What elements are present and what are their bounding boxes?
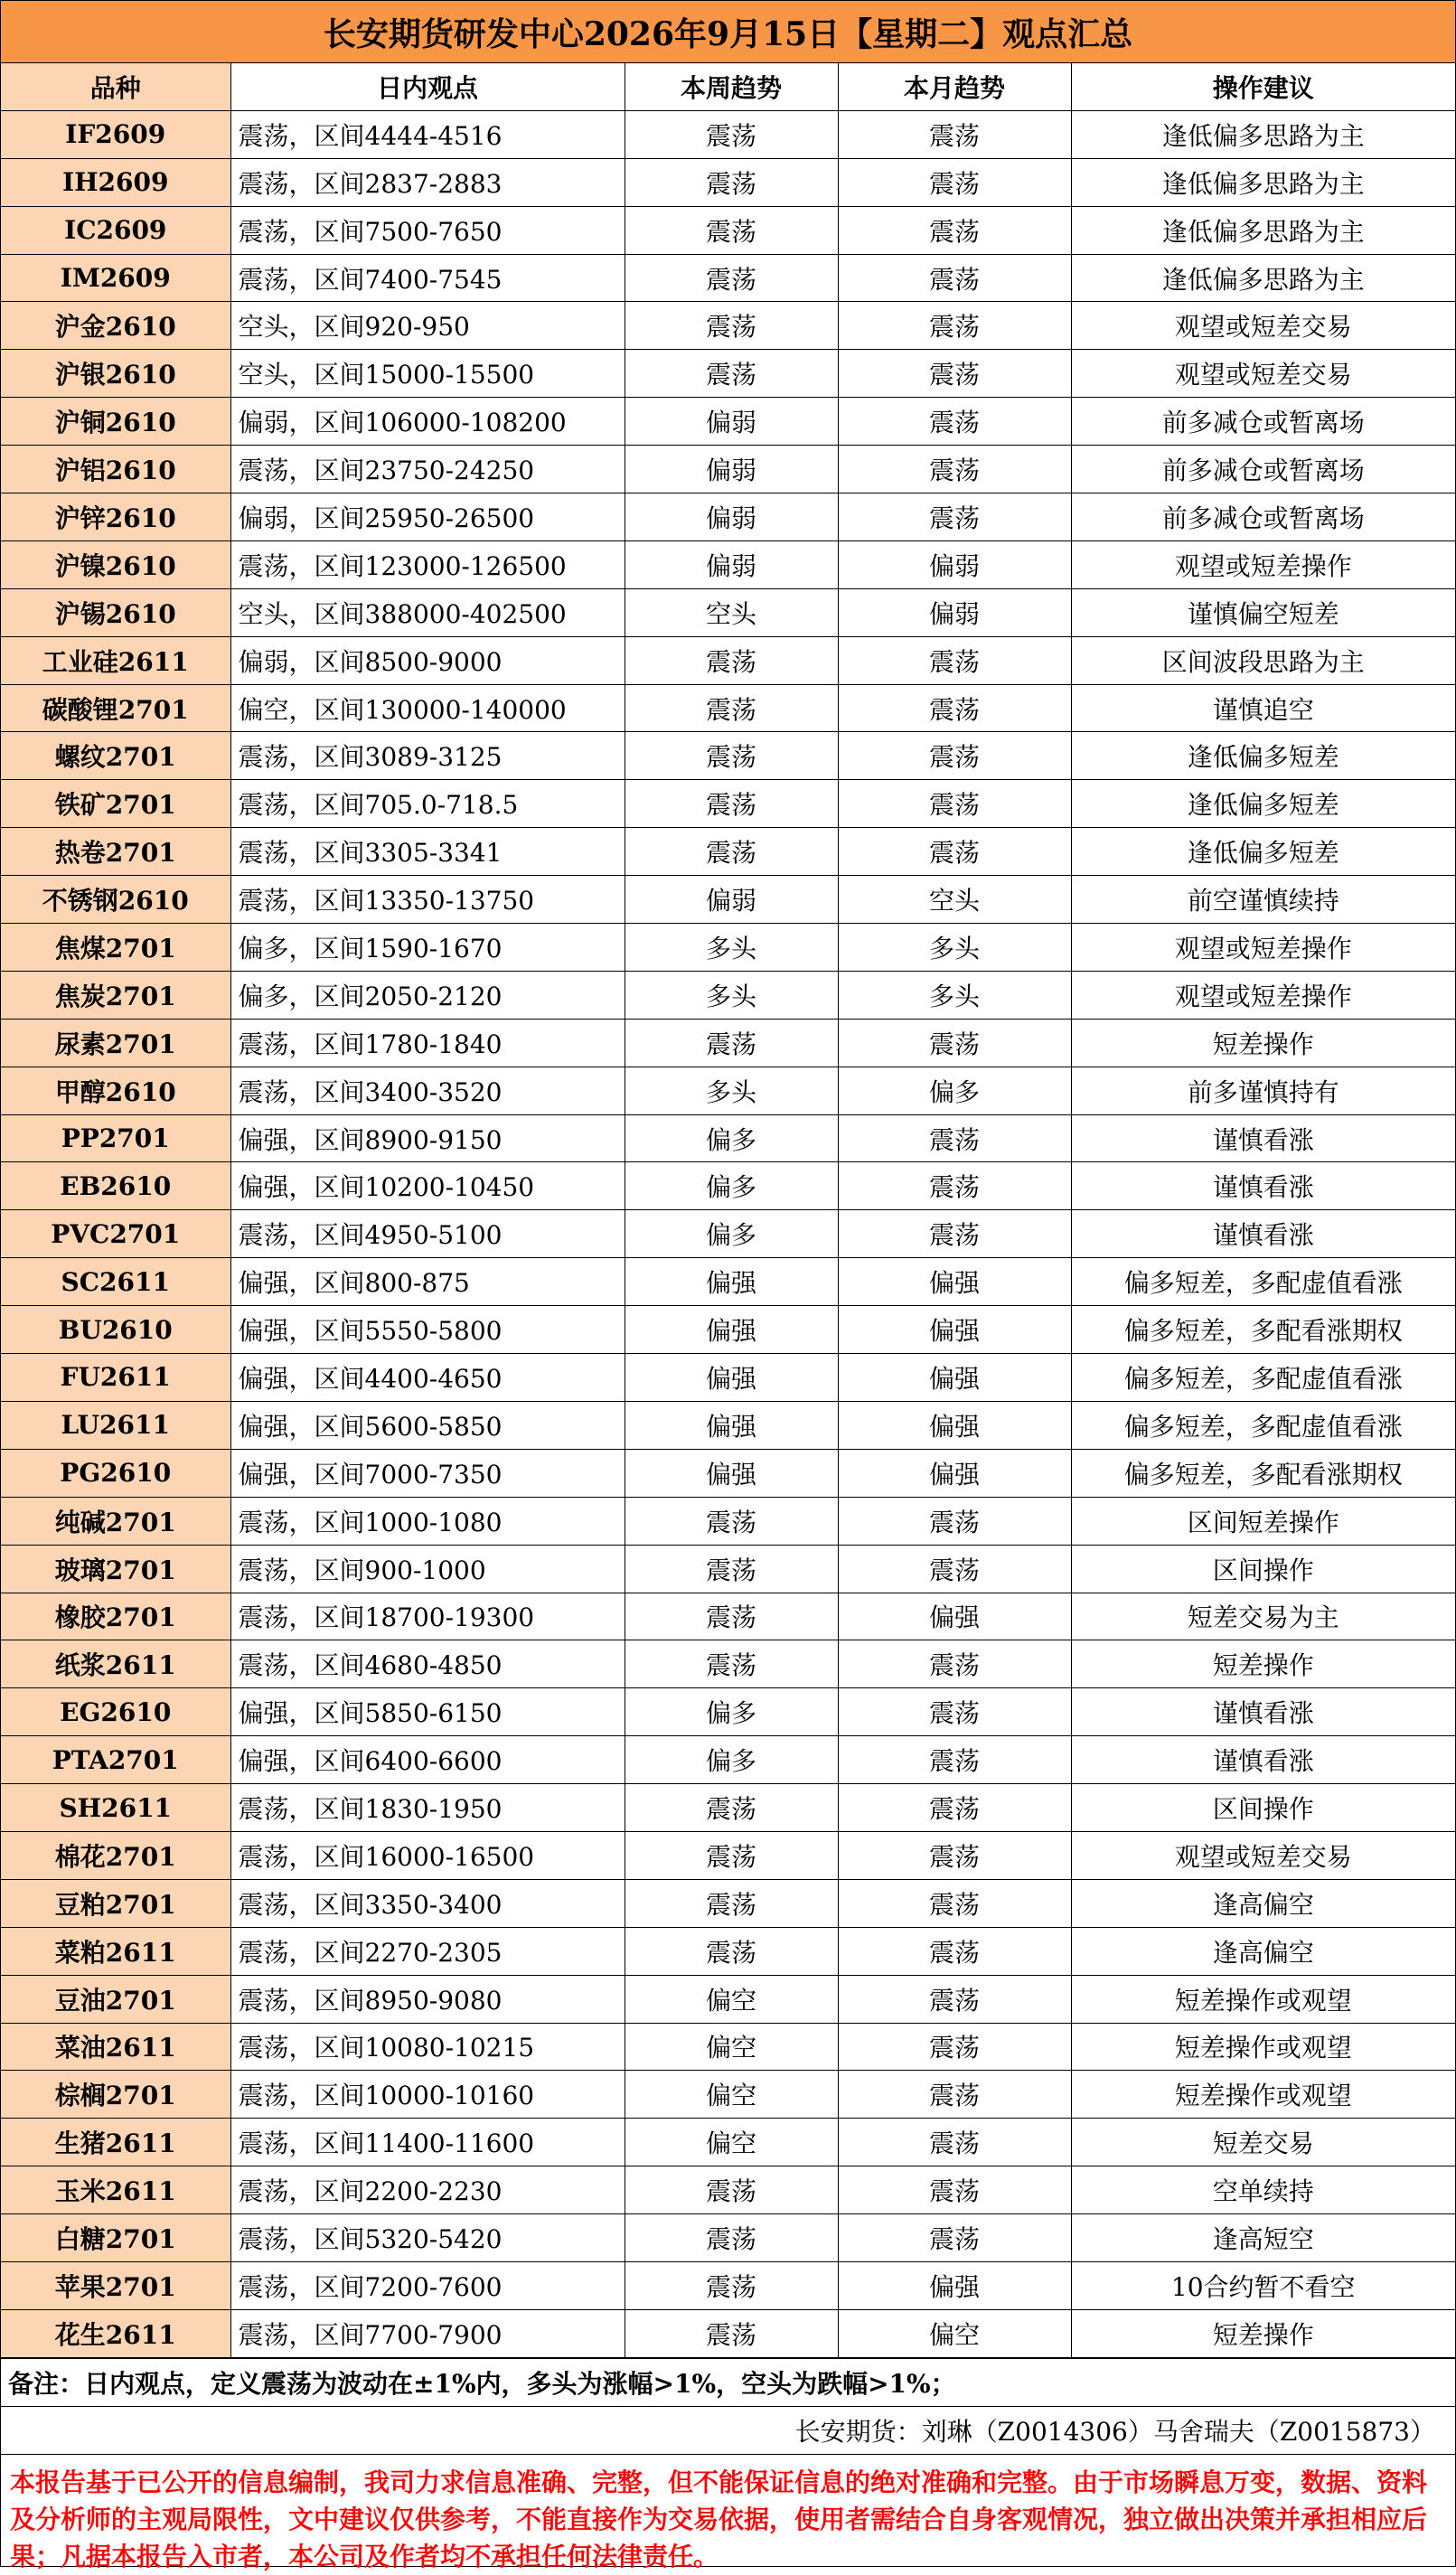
suggestion-cell: 前多减仓或暂离场 (1071, 493, 1455, 541)
monthly-trend-cell: 偏强 (838, 1593, 1071, 1640)
weekly-trend-cell: 震荡 (625, 1545, 838, 1593)
intraday-view-cell: 震荡，区间4444-4516 (230, 110, 625, 158)
monthly-trend-cell: 震荡 (838, 110, 1071, 158)
header-intraday-view: 日内观点 (230, 63, 625, 110)
suggestion-cell: 短差操作或观望 (1071, 2071, 1455, 2119)
variety-cell: 豆油2701 (1, 1975, 230, 2023)
table-row (1, 1975, 1455, 2023)
variety-cell: 焦煤2701 (1, 924, 230, 972)
monthly-trend-cell: 震荡 (838, 158, 1071, 206)
variety-cell: 棉花2701 (1, 1831, 230, 1879)
weekly-trend-cell: 震荡 (625, 2261, 838, 2309)
weekly-trend-cell: 偏空 (625, 2071, 838, 2119)
intraday-view-cell: 偏强，区间7000-7350 (230, 1449, 625, 1497)
suggestion-cell: 谨慎看涨 (1071, 1688, 1455, 1736)
intraday-view-cell: 震荡，区间900-1000 (230, 1545, 625, 1593)
weekly-trend-cell: 偏空 (625, 1975, 838, 2023)
monthly-trend-cell: 震荡 (838, 2119, 1071, 2166)
suggestion-cell: 前多减仓或暂离场 (1071, 446, 1455, 493)
monthly-trend-cell: 震荡 (838, 2071, 1071, 2119)
suggestion-cell: 偏多短差，多配看涨期权 (1071, 1449, 1455, 1497)
suggestion-cell: 10合约暂不看空 (1071, 2261, 1455, 2309)
suggestion-cell: 偏多短差，多配虚值看涨 (1071, 1401, 1455, 1449)
monthly-trend-cell: 偏强 (838, 1401, 1071, 1449)
monthly-trend-cell: 震荡 (838, 2023, 1071, 2071)
suggestion-cell: 逢高短空 (1071, 2214, 1455, 2262)
weekly-trend-cell: 震荡 (625, 254, 838, 302)
intraday-view-cell: 偏弱，区间25950-26500 (230, 493, 625, 541)
table-row (1, 1019, 1455, 1067)
intraday-view-cell: 震荡，区间23750-24250 (230, 446, 625, 493)
suggestion-cell: 区间操作 (1071, 1784, 1455, 1832)
intraday-view-cell: 偏强，区间5600-5850 (230, 1401, 625, 1449)
views-table (1, 63, 1455, 2358)
table-row (1, 971, 1455, 1019)
suggestion-cell: 观望或短差操作 (1071, 540, 1455, 588)
header-monthly-trend: 本月趋势 (838, 63, 1071, 110)
suggestion-cell: 偏多短差，多配虚值看涨 (1071, 1354, 1455, 1402)
suggestion-cell: 短差操作 (1071, 1640, 1455, 1688)
table-row (1, 780, 1455, 828)
intraday-view-cell: 偏强，区间800-875 (230, 1258, 625, 1306)
weekly-trend-cell: 震荡 (625, 2166, 838, 2214)
suggestion-cell: 短差交易为主 (1071, 1593, 1455, 1640)
variety-cell: 沪银2610 (1, 350, 230, 398)
variety-cell: 玻璃2701 (1, 1545, 230, 1593)
suggestion-cell: 前空谨慎续持 (1071, 876, 1455, 924)
weekly-trend-cell: 偏强 (625, 1354, 838, 1402)
intraday-view-cell: 偏多，区间2050-2120 (230, 971, 625, 1019)
intraday-view-cell: 震荡，区间1780-1840 (230, 1019, 625, 1067)
table-row (1, 1306, 1455, 1354)
table-row (1, 2023, 1455, 2071)
table-row (1, 493, 1455, 541)
variety-cell: 菜粕2611 (1, 1927, 230, 1975)
weekly-trend-cell: 震荡 (625, 1784, 838, 1832)
suggestion-cell: 谨慎看涨 (1071, 1210, 1455, 1258)
weekly-trend-cell: 偏弱 (625, 876, 838, 924)
intraday-view-cell: 偏多，区间1590-1670 (230, 924, 625, 972)
table-row (1, 206, 1455, 254)
suggestion-cell: 谨慎偏空短差 (1071, 588, 1455, 636)
suggestion-cell: 谨慎看涨 (1071, 1162, 1455, 1210)
table-row (1, 254, 1455, 302)
intraday-view-cell: 偏强，区间4400-4650 (230, 1354, 625, 1402)
table-row (1, 1640, 1455, 1688)
intraday-view-cell: 震荡，区间4950-5100 (230, 1210, 625, 1258)
monthly-trend-cell: 震荡 (838, 493, 1071, 541)
weekly-trend-cell: 震荡 (625, 1019, 838, 1067)
table-row (1, 1736, 1455, 1784)
variety-cell: 碳酸锂2701 (1, 684, 230, 732)
suggestion-cell: 前多谨慎持有 (1071, 1067, 1455, 1114)
variety-cell: LU2611 (1, 1401, 230, 1449)
monthly-trend-cell: 震荡 (838, 1784, 1071, 1832)
variety-cell: BU2610 (1, 1306, 230, 1354)
table-row (1, 1545, 1455, 1593)
monthly-trend-cell: 震荡 (838, 1688, 1071, 1736)
intraday-view-cell: 偏强，区间8900-9150 (230, 1114, 625, 1162)
table-row (1, 1784, 1455, 1832)
header-suggestion: 操作建议 (1071, 63, 1455, 110)
table-row (1, 1354, 1455, 1402)
table-row (1, 1831, 1455, 1879)
table-row (1, 1927, 1455, 1975)
variety-cell: 白糖2701 (1, 2214, 230, 2262)
suggestion-cell: 逢低偏多短差 (1071, 732, 1455, 780)
intraday-view-cell: 震荡，区间11400-11600 (230, 2119, 625, 2166)
table-row (1, 158, 1455, 206)
table-row (1, 446, 1455, 493)
intraday-view-cell: 震荡，区间18700-19300 (230, 1593, 625, 1640)
table-row (1, 1879, 1455, 1927)
intraday-view-cell: 偏强，区间10200-10450 (230, 1162, 625, 1210)
monthly-trend-cell: 震荡 (838, 2214, 1071, 2262)
suggestion-cell: 短差操作 (1071, 2309, 1455, 2357)
variety-cell: 生猪2611 (1, 2119, 230, 2166)
table-row (1, 1114, 1455, 1162)
variety-cell: IF2609 (1, 110, 230, 158)
intraday-view-cell: 震荡，区间8950-9080 (230, 1975, 625, 2023)
variety-cell: 豆粕2701 (1, 1879, 230, 1927)
weekly-trend-cell: 震荡 (625, 1927, 838, 1975)
monthly-trend-cell: 震荡 (838, 254, 1071, 302)
suggestion-cell: 观望或短差交易 (1071, 1831, 1455, 1879)
suggestion-cell: 逢低偏多短差 (1071, 780, 1455, 828)
variety-cell: 苹果2701 (1, 2261, 230, 2309)
intraday-view-cell: 偏弱，区间106000-108200 (230, 398, 625, 446)
variety-cell: 花生2611 (1, 2309, 230, 2357)
monthly-trend-cell: 震荡 (838, 1879, 1071, 1927)
weekly-trend-cell: 偏弱 (625, 540, 838, 588)
variety-cell: IM2609 (1, 254, 230, 302)
monthly-trend-cell: 震荡 (838, 732, 1071, 780)
weekly-trend-cell: 偏弱 (625, 493, 838, 541)
intraday-view-cell: 偏强，区间5550-5800 (230, 1306, 625, 1354)
weekly-trend-cell: 震荡 (625, 636, 838, 684)
note: 备注：日内观点，定义震荡为波动在±1%内，多头为涨幅>1%，空头为跌幅>1%； (1, 2358, 1455, 2406)
variety-cell: 焦炭2701 (1, 971, 230, 1019)
weekly-trend-cell: 震荡 (625, 684, 838, 732)
weekly-trend-cell: 震荡 (625, 206, 838, 254)
table-row (1, 2119, 1455, 2166)
suggestion-cell: 逢高偏空 (1071, 1879, 1455, 1927)
table-row (1, 1258, 1455, 1306)
monthly-trend-cell: 震荡 (838, 1640, 1071, 1688)
variety-cell: 纯碱2701 (1, 1497, 230, 1545)
weekly-trend-cell: 偏空 (625, 2023, 838, 2071)
weekly-trend-cell: 多头 (625, 1067, 838, 1114)
weekly-trend-cell: 震荡 (625, 2214, 838, 2262)
table-row (1, 2071, 1455, 2119)
variety-cell: 沪铝2610 (1, 446, 230, 493)
monthly-trend-cell: 偏强 (838, 2261, 1071, 2309)
weekly-trend-cell: 震荡 (625, 1879, 838, 1927)
suggestion-cell: 观望或短差操作 (1071, 971, 1455, 1019)
intraday-view-cell: 震荡，区间2837-2883 (230, 158, 625, 206)
monthly-trend-cell: 偏强 (838, 1258, 1071, 1306)
weekly-trend-cell: 偏多 (625, 1114, 838, 1162)
monthly-trend-cell: 震荡 (838, 684, 1071, 732)
monthly-trend-cell: 偏弱 (838, 588, 1071, 636)
table-row (1, 1688, 1455, 1736)
weekly-trend-cell: 震荡 (625, 1593, 838, 1640)
weekly-trend-cell: 偏强 (625, 1258, 838, 1306)
weekly-trend-cell: 震荡 (625, 302, 838, 350)
intraday-view-cell: 震荡，区间7500-7650 (230, 206, 625, 254)
table-row (1, 924, 1455, 972)
header-weekly-trend: 本周趋势 (625, 63, 838, 110)
monthly-trend-cell: 偏弱 (838, 540, 1071, 588)
weekly-trend-cell: 偏多 (625, 1736, 838, 1784)
intraday-view-cell: 震荡，区间3350-3400 (230, 1879, 625, 1927)
variety-cell: 沪锌2610 (1, 493, 230, 541)
variety-cell: SC2611 (1, 1258, 230, 1306)
table-row (1, 2214, 1455, 2262)
monthly-trend-cell: 偏强 (838, 1354, 1071, 1402)
header-variety: 品种 (1, 63, 230, 110)
table-row (1, 2166, 1455, 2214)
monthly-trend-cell: 震荡 (838, 1545, 1071, 1593)
weekly-trend-cell: 偏多 (625, 1162, 838, 1210)
variety-cell: EB2610 (1, 1162, 230, 1210)
weekly-trend-cell: 偏多 (625, 1688, 838, 1736)
suggestion-cell: 短差操作或观望 (1071, 1975, 1455, 2023)
suggestion-cell: 谨慎追空 (1071, 684, 1455, 732)
monthly-trend-cell: 震荡 (838, 780, 1071, 828)
monthly-trend-cell: 震荡 (838, 1162, 1071, 1210)
suggestion-cell: 短差操作 (1071, 1019, 1455, 1067)
monthly-trend-cell: 震荡 (838, 350, 1071, 398)
header-row (1, 63, 1455, 110)
monthly-trend-cell: 震荡 (838, 446, 1071, 493)
monthly-trend-cell: 震荡 (838, 302, 1071, 350)
weekly-trend-cell: 震荡 (625, 1640, 838, 1688)
monthly-trend-cell: 震荡 (838, 636, 1071, 684)
variety-cell: 沪锡2610 (1, 588, 230, 636)
authors: 长安期货：刘琳（Z0014306）马舍瑞夫（Z0015873） (1, 2406, 1455, 2454)
variety-cell: 沪金2610 (1, 302, 230, 350)
suggestion-cell: 逢低偏多思路为主 (1071, 254, 1455, 302)
intraday-view-cell: 震荡，区间3400-3520 (230, 1067, 625, 1114)
variety-cell: EG2610 (1, 1688, 230, 1736)
weekly-trend-cell: 偏多 (625, 1210, 838, 1258)
intraday-view-cell: 震荡，区间2200-2230 (230, 2166, 625, 2214)
intraday-view-cell: 震荡，区间7700-7900 (230, 2309, 625, 2357)
intraday-view-cell: 震荡，区间3089-3125 (230, 732, 625, 780)
variety-cell: 沪铜2610 (1, 398, 230, 446)
suggestion-cell: 逢低偏多思路为主 (1071, 110, 1455, 158)
table-row (1, 876, 1455, 924)
table-row (1, 732, 1455, 780)
table-row (1, 1162, 1455, 1210)
monthly-trend-cell: 偏空 (838, 2309, 1071, 2357)
variety-cell: 尿素2701 (1, 1019, 230, 1067)
suggestion-cell: 逢低偏多短差 (1071, 828, 1455, 876)
disclaimer: 本报告基于已公开的信息编制，我司力求信息准确、完整，但不能保证信息的绝对准确和完整。由于市场瞬息万变，数据、资料及分析师的主观局限性，文中建议仅供参考，不能直接作为交易依据，使用者需结合自身客观情况，独立做出决策并承担相应后果；凡据本报告入市者，本公司及作者均不承担任何法律责任。 (1, 2454, 1455, 2566)
report-title: 长安期货研发中心2026年9月15日【星期二】观点汇总 (1, 1, 1455, 63)
table-row (1, 684, 1455, 732)
monthly-trend-cell: 震荡 (838, 1210, 1071, 1258)
table-row (1, 1067, 1455, 1114)
intraday-view-cell: 偏空，区间130000-140000 (230, 684, 625, 732)
table-row (1, 540, 1455, 588)
variety-cell: 热卷2701 (1, 828, 230, 876)
table-row (1, 2261, 1455, 2309)
intraday-view-cell: 偏弱，区间8500-9000 (230, 636, 625, 684)
table-row (1, 398, 1455, 446)
table-row (1, 1449, 1455, 1497)
intraday-view-cell: 震荡，区间10000-10160 (230, 2071, 625, 2119)
intraday-view-cell: 震荡，区间10080-10215 (230, 2023, 625, 2071)
table-body (1, 110, 1455, 2357)
table-row (1, 302, 1455, 350)
intraday-view-cell: 震荡，区间705.0-718.5 (230, 780, 625, 828)
variety-cell: 橡胶2701 (1, 1593, 230, 1640)
variety-cell: PP2701 (1, 1114, 230, 1162)
table-row (1, 828, 1455, 876)
variety-cell: 甲醇2610 (1, 1067, 230, 1114)
table-row (1, 1497, 1455, 1545)
suggestion-cell: 偏多短差，多配虚值看涨 (1071, 1258, 1455, 1306)
intraday-view-cell: 震荡，区间123000-126500 (230, 540, 625, 588)
intraday-view-cell: 震荡，区间16000-16500 (230, 1831, 625, 1879)
suggestion-cell: 观望或短差交易 (1071, 302, 1455, 350)
weekly-trend-cell: 偏强 (625, 1306, 838, 1354)
intraday-view-cell: 震荡，区间3305-3341 (230, 828, 625, 876)
suggestion-cell: 逢低偏多思路为主 (1071, 158, 1455, 206)
weekly-trend-cell: 偏弱 (625, 446, 838, 493)
monthly-trend-cell: 震荡 (838, 206, 1071, 254)
monthly-trend-cell: 偏多 (838, 1067, 1071, 1114)
weekly-trend-cell: 震荡 (625, 828, 838, 876)
variety-cell: FU2611 (1, 1354, 230, 1402)
monthly-trend-cell: 震荡 (838, 1736, 1071, 1784)
suggestion-cell: 逢高偏空 (1071, 1927, 1455, 1975)
suggestion-cell: 区间短差操作 (1071, 1497, 1455, 1545)
table-row (1, 2309, 1455, 2357)
weekly-trend-cell: 多头 (625, 924, 838, 972)
weekly-trend-cell: 空头 (625, 588, 838, 636)
table-row (1, 1210, 1455, 1258)
monthly-trend-cell: 震荡 (838, 1927, 1071, 1975)
weekly-trend-cell: 偏弱 (625, 398, 838, 446)
weekly-trend-cell: 震荡 (625, 732, 838, 780)
suggestion-cell: 短差交易 (1071, 2119, 1455, 2166)
intraday-view-cell: 震荡，区间1000-1080 (230, 1497, 625, 1545)
intraday-view-cell: 震荡，区间5320-5420 (230, 2214, 625, 2262)
variety-cell: IC2609 (1, 206, 230, 254)
weekly-trend-cell: 多头 (625, 971, 838, 1019)
variety-cell: PTA2701 (1, 1736, 230, 1784)
monthly-trend-cell: 偏强 (838, 1449, 1071, 1497)
weekly-trend-cell: 震荡 (625, 780, 838, 828)
monthly-trend-cell: 偏强 (838, 1306, 1071, 1354)
weekly-trend-cell: 震荡 (625, 158, 838, 206)
monthly-trend-cell: 多头 (838, 924, 1071, 972)
table-row (1, 636, 1455, 684)
monthly-trend-cell: 多头 (838, 971, 1071, 1019)
monthly-trend-cell: 空头 (838, 876, 1071, 924)
suggestion-cell: 偏多短差，多配看涨期权 (1071, 1306, 1455, 1354)
variety-cell: 工业硅2611 (1, 636, 230, 684)
monthly-trend-cell: 震荡 (838, 1497, 1071, 1545)
suggestion-cell: 逢低偏多思路为主 (1071, 206, 1455, 254)
suggestion-cell: 观望或短差交易 (1071, 350, 1455, 398)
intraday-view-cell: 震荡，区间7200-7600 (230, 2261, 625, 2309)
table-row (1, 350, 1455, 398)
monthly-trend-cell: 震荡 (838, 1114, 1071, 1162)
variety-cell: 棕榈2701 (1, 2071, 230, 2119)
weekly-trend-cell: 震荡 (625, 110, 838, 158)
weekly-trend-cell: 偏强 (625, 1401, 838, 1449)
weekly-trend-cell: 震荡 (625, 350, 838, 398)
suggestion-cell: 空单续持 (1071, 2166, 1455, 2214)
variety-cell: 螺纹2701 (1, 732, 230, 780)
variety-cell: 菜油2611 (1, 2023, 230, 2071)
weekly-trend-cell: 震荡 (625, 2309, 838, 2357)
suggestion-cell: 谨慎看涨 (1071, 1114, 1455, 1162)
variety-cell: 玉米2611 (1, 2166, 230, 2214)
monthly-trend-cell: 震荡 (838, 828, 1071, 876)
variety-cell: 沪镍2610 (1, 540, 230, 588)
intraday-view-cell: 偏强，区间6400-6600 (230, 1736, 625, 1784)
monthly-trend-cell: 震荡 (838, 1975, 1071, 2023)
variety-cell: IH2609 (1, 158, 230, 206)
weekly-trend-cell: 震荡 (625, 1497, 838, 1545)
suggestion-cell: 观望或短差操作 (1071, 924, 1455, 972)
intraday-view-cell: 震荡，区间2270-2305 (230, 1927, 625, 1975)
variety-cell: 铁矿2701 (1, 780, 230, 828)
intraday-view-cell: 空头，区间920-950 (230, 302, 625, 350)
monthly-trend-cell: 震荡 (838, 1831, 1071, 1879)
weekly-trend-cell: 偏空 (625, 2119, 838, 2166)
intraday-view-cell: 震荡，区间13350-13750 (230, 876, 625, 924)
intraday-view-cell: 空头，区间388000-402500 (230, 588, 625, 636)
suggestion-cell: 前多减仓或暂离场 (1071, 398, 1455, 446)
variety-cell: PVC2701 (1, 1210, 230, 1258)
monthly-trend-cell: 震荡 (838, 398, 1071, 446)
suggestion-cell: 区间操作 (1071, 1545, 1455, 1593)
weekly-trend-cell: 偏强 (625, 1449, 838, 1497)
weekly-trend-cell: 震荡 (625, 1831, 838, 1879)
intraday-view-cell: 空头，区间15000-15500 (230, 350, 625, 398)
variety-cell: SH2611 (1, 1784, 230, 1832)
monthly-trend-cell: 震荡 (838, 2166, 1071, 2214)
table-row (1, 110, 1455, 158)
table-row (1, 1593, 1455, 1640)
intraday-view-cell: 震荡，区间1830-1950 (230, 1784, 625, 1832)
intraday-view-cell: 偏强，区间5850-6150 (230, 1688, 625, 1736)
intraday-view-cell: 震荡，区间7400-7545 (230, 254, 625, 302)
suggestion-cell: 短差操作或观望 (1071, 2023, 1455, 2071)
monthly-trend-cell: 震荡 (838, 1019, 1071, 1067)
intraday-view-cell: 震荡，区间4680-4850 (230, 1640, 625, 1688)
suggestion-cell: 区间波段思路为主 (1071, 636, 1455, 684)
table-row (1, 1401, 1455, 1449)
table-row (1, 588, 1455, 636)
variety-cell: PG2610 (1, 1449, 230, 1497)
suggestion-cell: 谨慎看涨 (1071, 1736, 1455, 1784)
variety-cell: 不锈钢2610 (1, 876, 230, 924)
variety-cell: 纸浆2611 (1, 1640, 230, 1688)
